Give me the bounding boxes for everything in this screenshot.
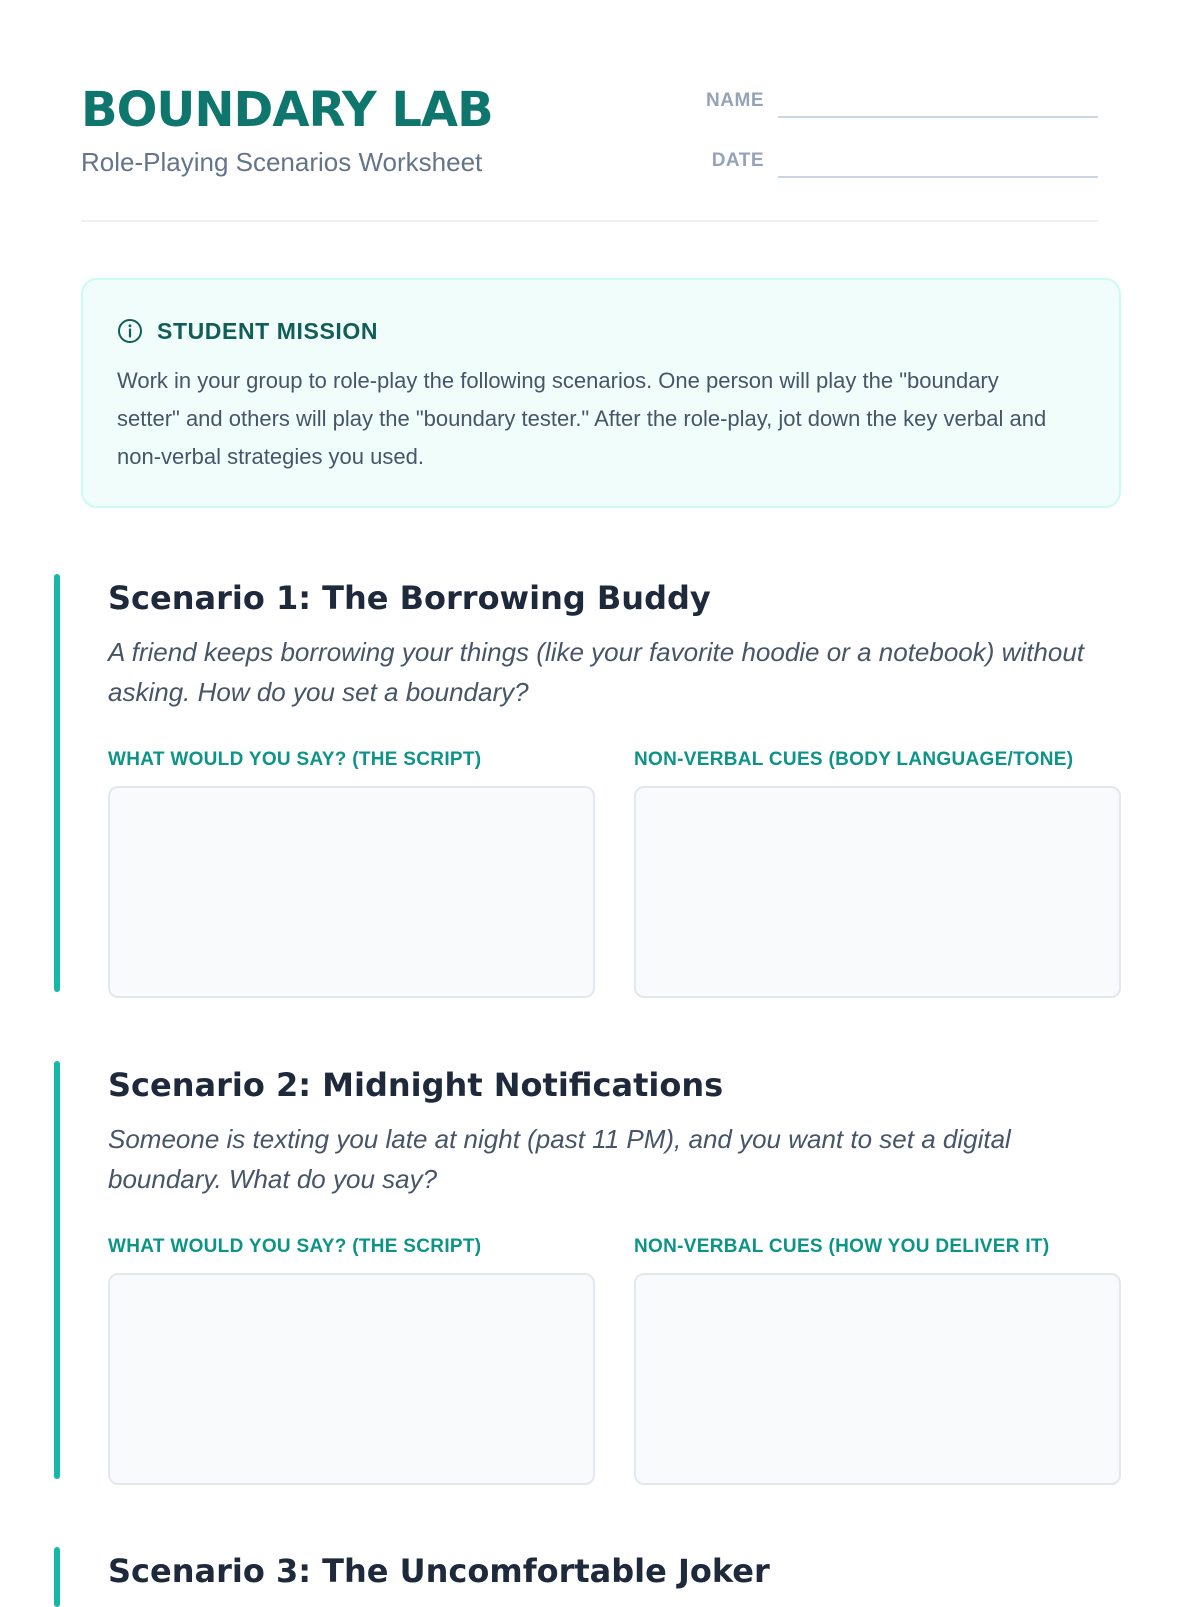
- script-label: WHAT WOULD YOU SAY? (THE SCRIPT): [108, 1236, 482, 1257]
- scenario-accent-bar: [54, 1061, 60, 1479]
- nonverbal-label: NON-VERBAL CUES (BODY LANGUAGE/TONE): [634, 749, 1074, 770]
- script-field-group: [108, 1235, 595, 1485]
- nonverbal-answer-box[interactable]: [634, 786, 1121, 998]
- name-row: [698, 88, 1098, 118]
- name-label: NAME: [706, 90, 764, 111]
- date-row: [698, 148, 1098, 178]
- date-label: DATE: [711, 150, 764, 171]
- scenario-accent-bar: [54, 1547, 60, 1607]
- worksheet-subtitle: Role-Playing Scenarios Worksheet: [81, 147, 483, 177]
- script-field-group: [108, 748, 595, 998]
- script-label: WHAT WOULD YOU SAY? (THE SCRIPT): [108, 749, 482, 770]
- response-fields: [108, 748, 1121, 998]
- student-mission-box: [81, 278, 1121, 508]
- worksheet-title: BOUNDARY LAB: [81, 82, 493, 138]
- scenario-description: A friend keeps borrowing your things (like your favorite hoodie or a notebook) without asking. How do you set a boundary?: [108, 637, 1085, 707]
- scenario-accent-bar: [54, 574, 60, 992]
- scenario-content: [108, 1547, 1121, 1593]
- script-answer-box[interactable]: [108, 1273, 595, 1485]
- mission-header: [117, 316, 1085, 346]
- scenario-title: Scenario 2: Midnight Notifications: [108, 1066, 724, 1104]
- mission-text: Work in your group to role-play the following scenarios. One person will play the "boundary setter" and others will play the "boundary tester." After the role-play, jot down the key verbal and non-verbal strategies you used.: [117, 368, 1047, 469]
- name-field[interactable]: [778, 88, 1098, 118]
- script-answer-box[interactable]: [108, 786, 595, 998]
- scenario-content: [108, 1061, 1121, 1257]
- nonverbal-answer-box[interactable]: [634, 1273, 1121, 1485]
- scenario-title: Scenario 1: The Borrowing Buddy: [108, 579, 711, 617]
- scenario-content: [108, 574, 1121, 770]
- worksheet-header: [81, 0, 1098, 222]
- scenario-description: Someone is texting you late at night (past 11 PM), and you want to set a digital boundary. What do you say?: [108, 1124, 1011, 1194]
- mission-title: STUDENT MISSION: [157, 317, 379, 344]
- nonverbal-label: NON-VERBAL CUES (HOW YOU DELIVER IT): [634, 1236, 1050, 1257]
- date-field[interactable]: [778, 148, 1098, 178]
- info-icon: [117, 318, 143, 344]
- nonverbal-field-group: [634, 748, 1121, 998]
- nonverbal-field-group: [634, 1235, 1121, 1485]
- response-fields: [108, 1235, 1121, 1485]
- scenario-title: Scenario 3: The Uncomfortable Joker: [108, 1552, 770, 1590]
